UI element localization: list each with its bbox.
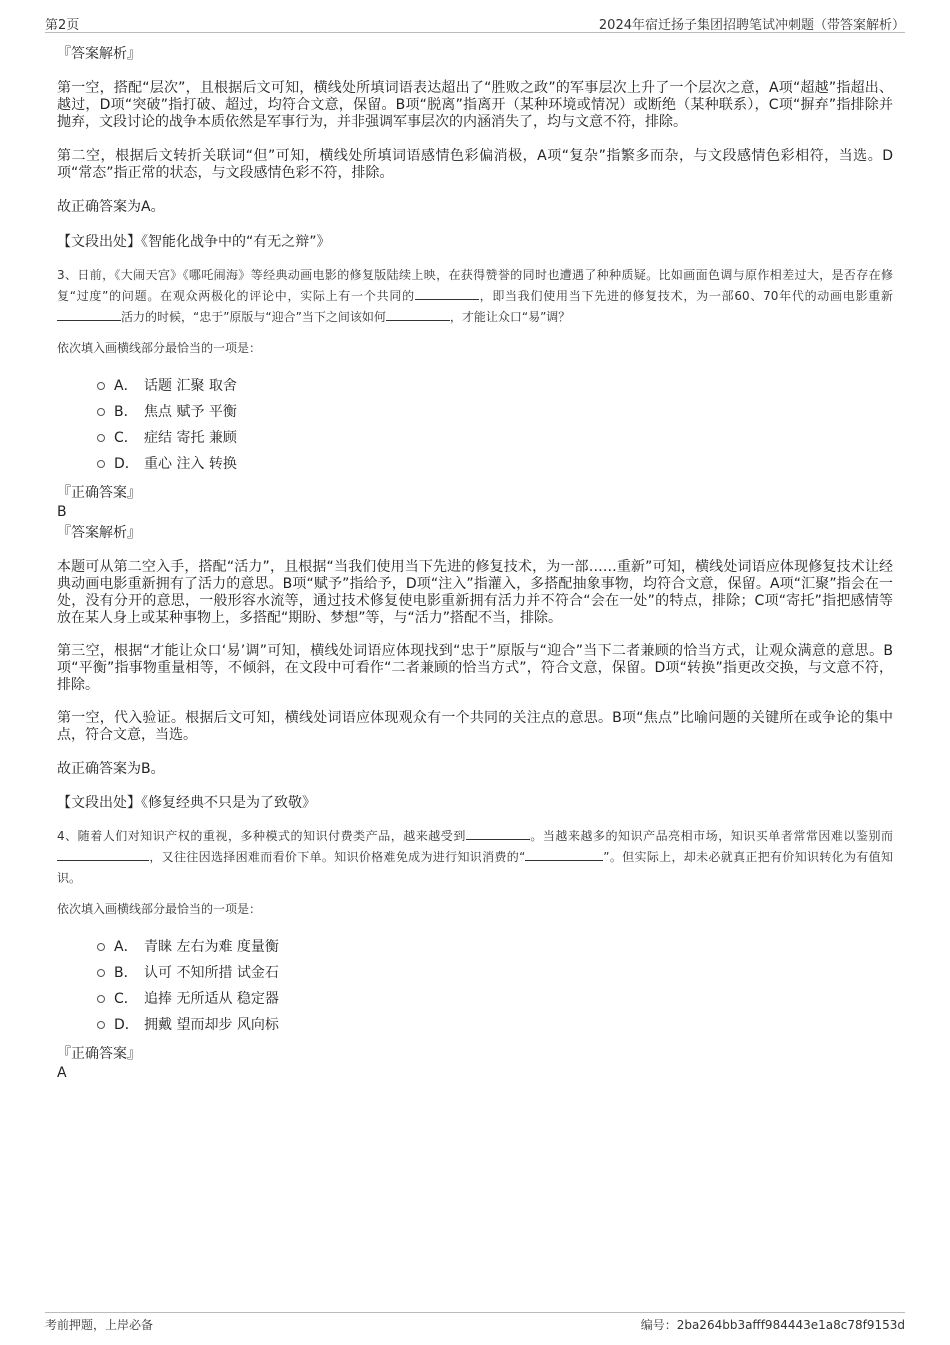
question-3-options: [57, 373, 893, 477]
question-prompt: 依次填入画横线部分最恰当的一项是：: [57, 902, 262, 916]
page-number: 第2页: [45, 18, 80, 33]
analysis-label: 『答案解析』: [57, 525, 141, 541]
radio-icon[interactable]: [97, 995, 105, 1003]
option-d[interactable]: D． 拥戴 望而却步 风向标: [97, 1012, 893, 1038]
analysis-label: 『答案解析』: [57, 46, 141, 62]
question-4-options: [57, 934, 893, 1038]
radio-icon[interactable]: [97, 434, 105, 442]
option-c[interactable]: C． 追捧 无所适从 稳定器: [97, 986, 893, 1012]
question-prompt: 依次填入画横线部分最恰当的一项是：: [57, 341, 262, 355]
source-citation: 【文段出处】《修复经典不只是为了致敬》: [57, 795, 316, 811]
blank: [525, 848, 603, 861]
blank: [57, 308, 121, 321]
page-footer: [45, 1312, 905, 1337]
radio-icon[interactable]: [97, 460, 105, 468]
page-header: [45, 10, 905, 33]
radio-icon[interactable]: [97, 408, 105, 416]
document-id: 编号：2ba264bb3afff984443e1a8c78f9153d: [640, 1318, 905, 1332]
radio-icon[interactable]: [97, 382, 105, 390]
analysis-paragraph: 第二空，根据后文转折关联词“但”可知，横线处所填词语感情色彩偏消极，A项“复杂”指繁多而杂，与文段感情色彩相符，当选。D项“常态”指正常的状态，与文段感情色彩不符，排除。: [57, 148, 893, 181]
correct-answer-label: 『正确答案』: [57, 485, 141, 501]
option-d[interactable]: D． 重心 注入 转换: [97, 451, 893, 477]
correct-answer-label: 『正确答案』: [57, 1046, 141, 1062]
analysis-paragraph: 第一空，搭配“层次”，且根据后文可知，横线处所填词语表达超出了“胜败之政”的军事层次上升了一个层次之意，A项“超越”指超出、越过，D项“突破”指打破、超过，均符合文意，保留。B项“脱离”指离开（某种环境或情况）或断绝（某种联系），C项“摒弃”指排除并抛弃，文段讨论的战争本质依然是军事行为，并非强调军事层次的内涵消失了，均与文意不符，排除。: [57, 80, 893, 130]
option-c[interactable]: C． 症结 寄托 兼顾: [97, 425, 893, 451]
question-4-stem: 4、随着人们对知识产权的重视，多种模式的知识付费类产品，越来越受到 。当越来越多的知识产品亮相市场，知识买单者常常因难以鉴别而，又往往因选择困难而看价下单。知识价格难免成为进行知识消费的“ ”。但实际上，却未必就真正把有价知识转化为有值知识。: [57, 829, 893, 885]
document-title: 2024年宿迁扬子集团招聘笔试冲刺题（带答案解析）: [598, 18, 905, 33]
correct-answer: B: [57, 504, 67, 520]
footer-slogan: 考前押题，上岸必备: [45, 1318, 154, 1332]
question-3-stem: 3、日前，《大闹天宫》《哪吒闹海》等经典动画电影的修复版陆续上映，在获得赞誉的同时也遭遇了种种质疑。比如画面色调与原作相差过大，是否存在修复“过度”的问题。在观众两极化的评论中，实际上有一个共同的 ，即当我们使用当下先进的修复技术，为一部60、70年代的动画电影重新活力的时候，“忠于”原版与“迎合”当下之间该如何 ，才能让众口“易”调？: [57, 268, 894, 324]
analysis-paragraph: 第三空，根据“才能让众口‘易’调”可知，横线处词语应体现找到“忠于”原版与“迎合”当下二者兼顾的恰当方式，让观众满意的意思。B项“平衡”指事物重量相等，不倾斜，在文段中可看作“二者兼顾的恰当方式”，符合文意，保留。D项“转换”指更改交换，与文意不符，排除。: [57, 643, 893, 693]
option-a[interactable]: A． 话题 汇聚 取舍: [97, 373, 893, 399]
blank: [57, 848, 149, 861]
option-b[interactable]: B． 认可 不知所措 试金石: [97, 960, 893, 986]
blank: [415, 287, 479, 300]
blank: [386, 308, 450, 321]
radio-icon[interactable]: [97, 943, 105, 951]
radio-icon[interactable]: [97, 969, 105, 977]
conclusion: 故正确答案为A。: [57, 199, 165, 215]
source-citation: 【文段出处】《智能化战争中的“有无之辩”》: [57, 234, 331, 250]
analysis-paragraph: 第一空，代入验证。根据后文可知，横线处词语应体现观众有一个共同的关注点的意思。B项“焦点”比喻问题的关键所在或争论的集中点，符合文意，当选。: [57, 710, 893, 743]
option-b[interactable]: B． 焦点 赋予 平衡: [97, 399, 893, 425]
option-a[interactable]: A． 青睐 左右为难 度量衡: [97, 934, 893, 960]
page-content: [57, 44, 893, 1082]
blank: [466, 827, 530, 840]
radio-icon[interactable]: [97, 1021, 105, 1029]
correct-answer: A: [57, 1065, 67, 1081]
analysis-paragraph: 本题可从第二空入手，搭配“活力”，且根据“当我们使用当下先进的修复技术，为一部……重新”可知，横线处词语应体现修复技术让经典动画电影重新拥有了活力的意思。B项“赋予”指给予，D项“注入”指灌入，多搭配抽象事物，均符合文意，保留。A项“汇聚”指会在一处，没有分开的意思，一般形容水流等，通过技术修复使电影重新拥有活力并不符合“会在一处”的特点，排除；C项“寄托”指把感情等放在某人身上或某种事物上，多搭配“期盼、梦想”等，与“活力”搭配不当，排除。: [57, 559, 893, 626]
conclusion: 故正确答案为B。: [57, 761, 165, 777]
